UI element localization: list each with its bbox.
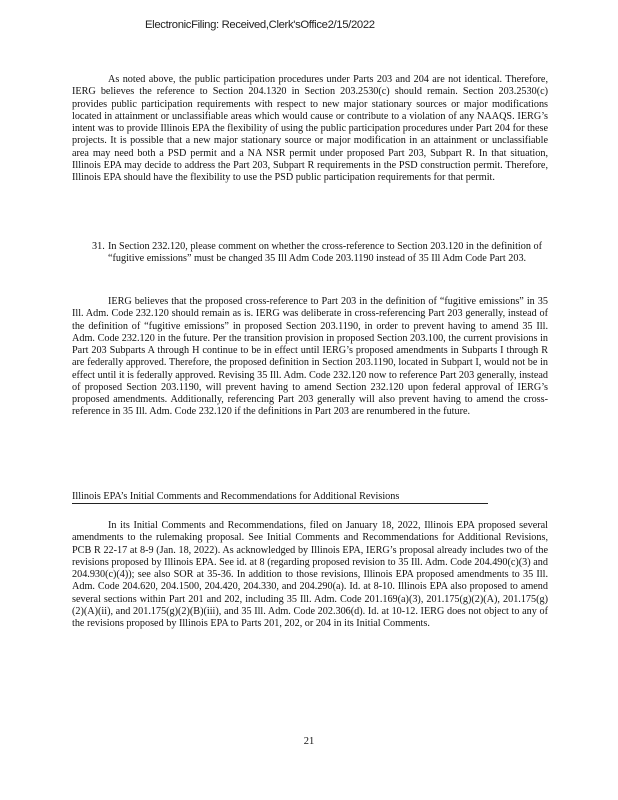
electronic-filing-stamp: ElectronicFiling: Received,Clerk'sOffice2/15/2022	[145, 19, 375, 31]
paragraph-text: As noted above, the public participation procedures under Parts 203 and 204 are not identical. Therefore, IERG believes the reference to Section 204.1320 in Section 203.2530(c) should remain. Section 203.2530(c) provides public participation requirements with respect to new major stationary sources or major modifications located in attainment or unclassifiable areas which would cause or contribute to a violation of any NAAQS. IERG’s intent was to provide Illinois EPA the flexibility of using the public participation procedures under Part 204 for these projects. It is possible that a new major stationary source or major modification in an attainment or unclassifiable area may need both a PSD permit and a NA NSR permit under proposed Part 203, Subpart R. In that situation, Illinois EPA may decide to address the Part 203, Subpart R requirements in the PSD construction permit. Therefore, Illinois EPA should have the flexibility to use the PSD public participation requirements for that permit.	[72, 74, 548, 183]
section-heading: Illinois EPA’s Initial Comments and Recommendations for Additional Revisions	[72, 491, 488, 504]
numbered-item-31	[92, 241, 544, 266]
paragraph-public-participation	[72, 74, 548, 184]
paragraph-initial-comments	[72, 520, 548, 630]
item-text: In Section 232.120, please comment on whether the cross-reference to Section 203.120 in the definition of “fugitive emissions” must be changed 35 Ill Adm Code 203.1190 instead of 35 Ill Adm Code Part 203.	[108, 241, 542, 265]
page-number: 21	[303, 736, 315, 747]
paragraph-text: In its Initial Comments and Recommendations, filed on January 18, 2022, Illinois EPA proposed several amendments to the rulemaking proposal. See Initial Comments and Recommendations for Additional Revisions, PCB R 22-17 at 8-9 (Jan. 18, 2022). As acknowledged by Illinois EPA, IERG’s proposal already includes two of the revisions proposed by Illinois EPA. See id. at 8 (regarding proposed revision to 35 Ill. Adm. Code 204.490(c)(3) and 204.930(c)(4)); see also SOR at 35-36. In addition to those revisions, Illinois EPA proposed amendments to 35 Ill. Adm. Code 204.620, 204.1500, 204.420, 204.330, and 204.290(a). Id. at 8-10. Illinois EPA also proposed to amend several sections within Part 201 and 202, including 35 Ill. Adm. Code 201.169(a)(3), 201.175(g)(2)(A), 201.175(g)(2)(A)(ii), and 201.175(g)(2)(B)(iii), and 35 Ill. Adm. Code 202.306(d). Id. at 10-12. IERG does not object to any of the revisions proposed by Illinois EPA to Parts 201, 202, or 204 in its Initial Comments.	[72, 520, 548, 629]
paragraph-fugitive-emissions-response	[72, 296, 548, 419]
paragraph-text: IERG believes that the proposed cross-reference to Part 203 in the definition of “fugitive emissions” in 35 Ill. Adm. Code 232.120 should remain as is. IERG was deliberate in cross-referencing Part 203 generally, instead of the definition of “fugitive emissions” in proposed Section 203.1190, in order to prevent having to amend 35 Ill. Adm. Code 232.120 in the future. Per the transition provision in proposed Section 203.100, the current provisions in Part 203 Subparts A through H continue to be in effect until IERG’s proposed amendments in Subparts I through R are federally approved. Therefore, the proposed definition in Section 203.1190, located in Subpart I, would not be in effect until it is federally approved. Revising 35 Ill. Adm. Code 232.120 now to reference Part 203 generally, instead of proposed Section 203.1190, will prevent having to amend Section 232.120 upon federal approval of IERG’s proposed amendments. Additionally, referencing Part 203 generally will also prevent having to amend the cross-reference in 35 Ill. Adm. Code 232.120 if the definitions in Part 203 are renumbered in the future.	[72, 296, 548, 418]
item-number: 31.	[92, 241, 105, 252]
